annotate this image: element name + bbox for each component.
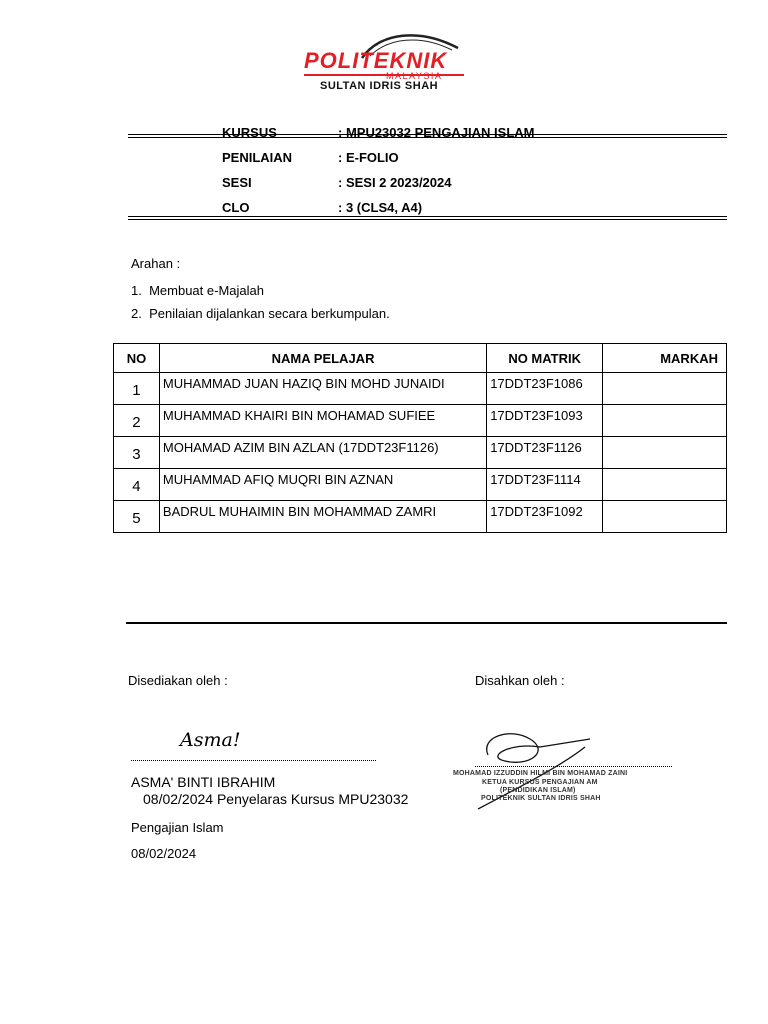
sesi-label: SESI (222, 175, 252, 190)
row-no: 2 (114, 405, 160, 437)
kursus-label: KURSUS (222, 125, 277, 140)
row-matrik: 17DDT23F1092 (487, 501, 603, 533)
preparer-signature: Asma! (180, 729, 241, 751)
sesi-value: : SESI 2 2023/2024 (338, 175, 452, 190)
table-header-row (114, 344, 727, 373)
header-bottom-rule-2 (128, 219, 727, 220)
approved-by-label: Disahkan oleh : (475, 673, 565, 688)
table-row (114, 405, 727, 437)
penilaian-label: PENILAIAN (222, 150, 293, 165)
row-markah[interactable] (603, 405, 727, 437)
instruction-num: 2. (131, 306, 142, 321)
table-row (114, 373, 727, 405)
approver-signature-line (475, 766, 672, 767)
instruction-num: 1. (131, 283, 142, 298)
instruction-item-1 (131, 283, 264, 298)
row-name: MUHAMMAD AFIQ MUQRI BIN AZNAN (159, 469, 486, 501)
table-row (114, 437, 727, 469)
instruction-text: Penilaian dijalankan secara berkumpulan. (149, 306, 390, 321)
row-matrik: 17DDT23F1126 (487, 437, 603, 469)
row-no: 5 (114, 501, 160, 533)
col-header-matrik: NO MATRIK (487, 344, 603, 373)
instruction-text: Membuat e-Majalah (149, 283, 264, 298)
stamp-line-4: POLITEKNIK SULTAN IDRIS SHAH (481, 795, 601, 802)
row-matrik: 17DDT23F1086 (487, 373, 603, 405)
clo-label: CLO (222, 200, 250, 215)
row-markah[interactable] (603, 501, 727, 533)
row-name: BADRUL MUHAIMIN BIN MOHAMMAD ZAMRI (159, 501, 486, 533)
institution-logo (300, 30, 470, 96)
prepared-by-label: Disediakan oleh : (128, 673, 228, 688)
logo-institution-text: SULTAN IDRIS SHAH (320, 80, 439, 92)
stamp-line-2: KETUA KURSUS PENGAJIAN AM (482, 779, 598, 786)
row-markah[interactable] (603, 437, 727, 469)
col-header-name: NAMA PELAJAR (159, 344, 486, 373)
row-no: 4 (114, 469, 160, 501)
clo-value: : 3 (CLS4, A4) (338, 200, 423, 215)
row-name: MOHAMAD AZIM BIN AZLAN (17DDT23F1126) (159, 437, 486, 469)
preparer-role-cont: Pengajian Islam (131, 820, 224, 835)
preparer-signature-line (131, 760, 376, 761)
preparer-date-role: 08/02/2024 Penyelaras Kursus MPU23032 (143, 791, 409, 807)
row-markah[interactable] (603, 373, 727, 405)
preparer-date: 08/02/2024 (131, 846, 197, 861)
stamp-line-1: MOHAMAD IZZUDDIN HILMI BIN MOHAMAD ZAINI (453, 770, 628, 777)
student-table (113, 343, 727, 533)
table-row (114, 469, 727, 501)
logo-brand-text: POLITEKNIK (304, 48, 448, 73)
row-no: 3 (114, 437, 160, 469)
kursus-value: : MPU23032 PENGAJIAN ISLAM (338, 125, 535, 140)
row-matrik: 17DDT23F1093 (487, 405, 603, 437)
row-name: MUHAMMAD KHAIRI BIN MOHAMAD SUFIEE (159, 405, 486, 437)
row-name: MUHAMMAD JUAN HAZIQ BIN MOHD JUNAIDI (159, 373, 486, 405)
preparer-name: ASMA' BINTI IBRAHIM (131, 774, 276, 790)
penilaian-value: : E-FOLIO (338, 150, 399, 165)
row-markah[interactable] (603, 469, 727, 501)
col-header-markah: MARKAH (603, 344, 727, 373)
table-row (114, 501, 727, 533)
row-no: 1 (114, 373, 160, 405)
section-divider (126, 622, 727, 624)
instruction-item-2 (131, 306, 390, 321)
logo-sub-text: MALAYSIA (386, 71, 443, 81)
stamp-line-3: (PENDIDIKAN ISLAM) (500, 787, 576, 794)
instructions-heading: Arahan : (131, 256, 181, 271)
header-bottom-rule (128, 216, 727, 217)
row-matrik: 17DDT23F1114 (487, 469, 603, 501)
col-header-no: NO (114, 344, 160, 373)
